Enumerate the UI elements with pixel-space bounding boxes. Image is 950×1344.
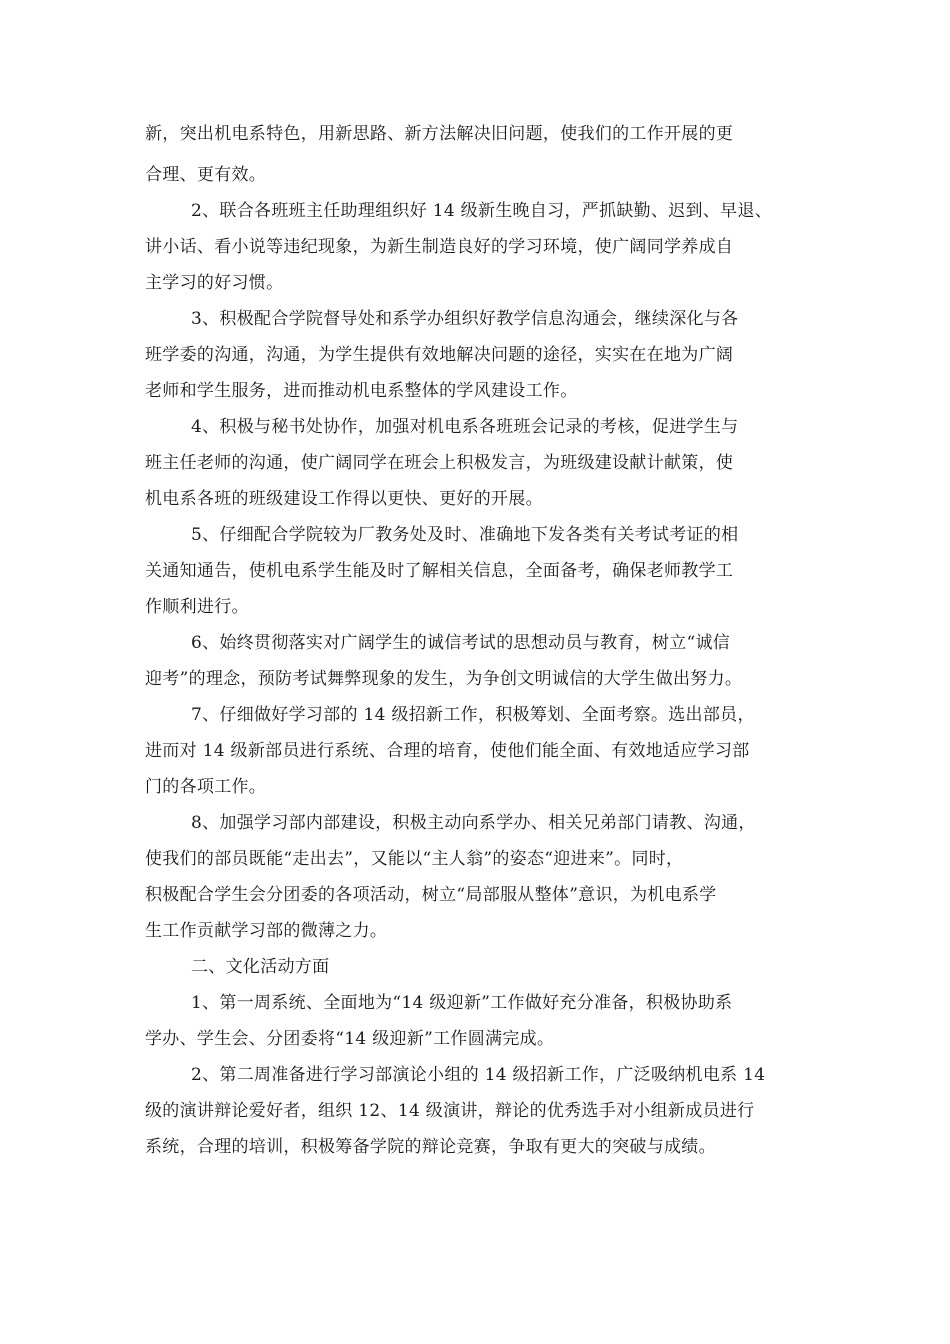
paragraph-9-start: 1、第一周系统、全面地为“14 级迎新”工作做好充分准备，积极协助系 [191, 993, 733, 1013]
text-line: 进而对 14 级新部员进行系统、合理的培育，使他们能全面、有效地适应学习部 [145, 741, 750, 761]
paragraph-6-start: 6、始终贯彻落实对广阔学生的诚信考试的思想动员与教育，树立“诚信 [191, 633, 731, 653]
text-line: 作顺利进行。 [145, 597, 249, 617]
text-line: 讲小话、看小说等违纪现象，为新生制造良好的学习环境，使广阔同学养成自 [145, 237, 734, 257]
text-line: 迎考”的理念，预防考试舞弊现象的发生，为争创文明诚信的大学生做出努力。 [145, 669, 743, 689]
paragraph-2-start: 2、联合各班班主任助理组织好 14 级新生晚自习，严抓缺勤、迟到、早退、 [191, 201, 773, 221]
text-line: 系统，合理的培训，积极筹备学院的辩论竞赛，争取有更大的突破与成绩。 [145, 1137, 716, 1157]
paragraph-3-start: 3、积极配合学院督导处和系学办组织好教学信息沟通会，继续深化与各 [191, 309, 739, 329]
text-line: 关通知通告，使机电系学生能及时了解相关信息，全面备考，确保老师教学工 [145, 561, 734, 581]
paragraph-4-start: 4、积极与秘书处协作，加强对机电系各班班会记录的考核，促进学生与 [191, 417, 739, 437]
text-line: 老师和学生服务，进而推动机电系整体的学风建设工作。 [145, 381, 578, 401]
text-line: 使我们的部员既能“走出去”，又能以“主人翁”的姿态“迎进来”。同时， [145, 849, 684, 869]
text-line: 门的各项工作。 [145, 777, 267, 797]
text-line: 级的演讲辩论爱好者，组织 12、14 级演讲，辩论的优秀选手对小组新成员进行 [145, 1101, 755, 1121]
section-heading: 二、文化活动方面 [191, 957, 330, 977]
text-line: 合理、更有效。 [145, 165, 267, 185]
text-line: 班学委的沟通，沟通，为学生提供有效地解决问题的途径，实实在在地为广阔 [145, 345, 734, 365]
text-line: 积极配合学生会分团委的各项活动，树立“局部服从整体”意识，为机电系学 [145, 885, 717, 905]
text-line: 生工作贡献学习部的微薄之力。 [145, 921, 388, 941]
text-line: 学办、学生会、分团委将“14 级迎新”工作圆满完成。 [145, 1029, 555, 1049]
text-line: 机电系各班的班级建设工作得以更快、更好的开展。 [145, 489, 543, 509]
text-line: 班主任老师的沟通，使广阔同学在班会上积极发言，为班级建设献计献策，使 [145, 453, 734, 473]
paragraph-7-start: 7、仔细做好学习部的 14 级招新工作，积极筹划、全面考察。选出部员， [191, 705, 755, 725]
text-line: 主学习的好习惯。 [145, 273, 284, 293]
paragraph-8-start: 8、加强学习部内部建设，积极主动向系学办、相关兄弟部门请教、沟通， [191, 813, 756, 833]
text-line: 新，突出机电系特色，用新思路、新方法解决旧问题，使我们的工作开展的更 [145, 124, 734, 144]
paragraph-10-start: 2、第二周准备进行学习部演论小组的 14 级招新工作，广泛吸纳机电系 14 [191, 1065, 766, 1085]
paragraph-5-start: 5、仔细配合学院较为厂教务处及时、准确地下发各类有关考试考证的相 [191, 525, 739, 545]
